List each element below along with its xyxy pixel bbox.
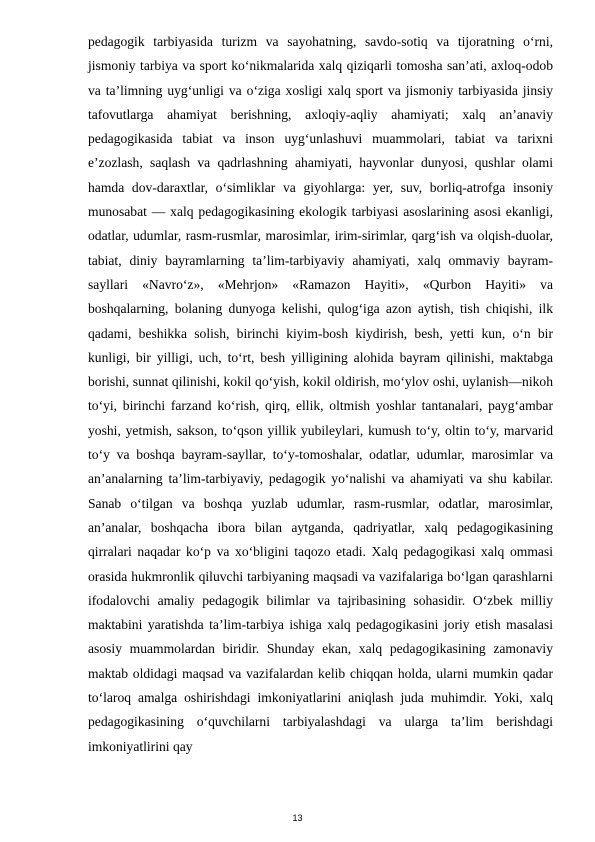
body-paragraph: pedagogik tarbiyasida turizm va sayohatning, savdo-sotiq va tijoratning o‘rni, jismoniy tarbiya va sport ko‘nikmalarida xalq qiziqarli tomosha san’ati, axloq-odob va ta’limning uyg‘unligi va o‘ziga xosligi xalq sport va jismoniy tarbiyasida jinsiy tafovutlarga ahamiyat berishning, axloqiy-aqliy ahamiyati; xalq an’anaviy pedagogikasida tabiat va inson uyg‘unlashuvi muammolari, tabiat va tarixni e’zozlash, saqlash va qadrlashning ahamiyati, hayvonlar dunyosi, qushlar olami hamda dov-daraxtlar, o‘simliklar va giyohlarga: yer, suv, borliq-atrofga insoniy munosabat — xalq pedagogikasining ekologik tarbiyasi asoslarining asosi ekanligi, odatlar, udumlar, rasm-rusmlar, marosimlar, irim-sirimlar, qarg‘ish va olqish-duolar, tabiat, diniy bayramlarning ta’lim-tarbiyaviy ahamiyati, xalq ommaviy bayram-sayllari «Navro‘z», «Mehrjon» «Ramazon Hayiti», «Qurbon Hayiti» va boshqalarning, bolaning dunyoga kelishi, qulog‘iga azon aytish, tish chiqishi, ilk qadami, beshikka solish, birinchi kiyim-bosh kiydirish, besh, yetti kun, o‘n bir kunligi, bir yilligi, uch, to‘rt, besh yilligining alohida bayram qilinishi, maktabga borishi, sunnat qilinishi, kokil qo‘yish, kokil oldirish, mo‘ylov oshi, uylanish—nikoh to‘yi, birinchi farzand ko‘rish, qirq, ellik, oltmish yoshlar tantanalari, payg‘ambar yoshi, yetmish, sakson, to‘qson yillik yubileylari, kumush to‘y, oltin to‘y, marvarid to‘y va boshqa bayram-sayllar, to‘y-tomoshalar, odatlar, udumlar, marosimlar va an’analarning ta’lim-tarbiyaviy, pedagogik yo‘nalishi va ahamiyati va shu kabilar. Sanab o‘tilgan va boshqa yuzlab udumlar, rasm-rusmlar, odatlar, marosimlar, an’analar, boshqacha ibora bilan aytganda, qadriyatlar, xalq pedagogikasining qirralari naqadar ko‘p va xo‘bligini taqozo etadi. Xalq pedagogikasi xalq ommasi orasida hukmronlik qiluvchi tarbiyaning maqsadi va vazifalariga bo‘lgan qarashlarni ifodalovchi amaliy pedagogik bilimlar va tajribasining sohasidir. O‘zbek milliy maktabini yaratishda ta’lim-tarbiya ishiga xalq pedagogikasini joriy etish masalasi asosiy muammolardan biridir. Shunday ekan, xalq pedagogikasining zamonaviy maktab oldidagi maqsad va vazifalardan kelib chiqqan holda, ularni mumkin qadar to‘laroq amalga oshirishdagi imkoniyatlarini aniqlash juda muhimdir. Yoki, xalq pedagogikasining o‘quvchilarni tarbiyalashdagi va ularga ta’lim berishdagi imkoniyatlirini qay [88, 34, 553, 754]
page-number: 13 [292, 813, 303, 823]
